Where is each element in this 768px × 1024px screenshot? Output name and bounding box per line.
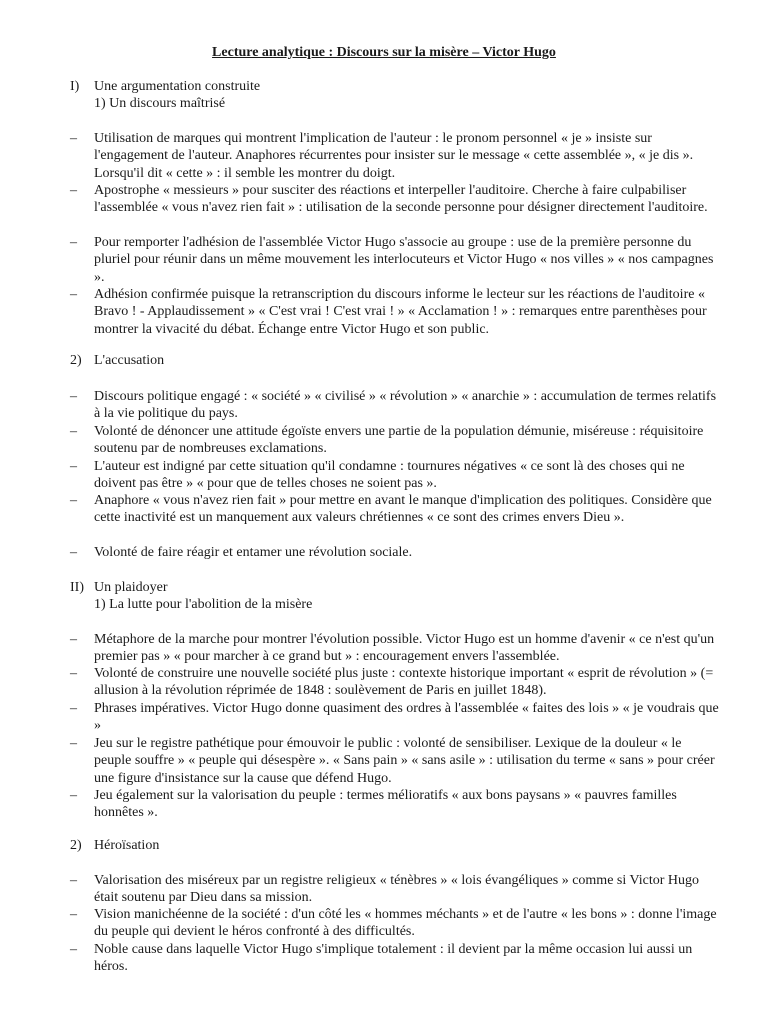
document-title: Lecture analytique : Discours sur la misère – Victor Hugo (212, 45, 556, 60)
bullet-dash: – (70, 131, 77, 146)
bullet-dash: – (70, 701, 77, 716)
list-item: Volonté de construire une nouvelle société plus juste : contexte historique important « esprit de révolution » (= allusion à la révolution réprimée de 1848 : soulèvement de Paris en juillet 1848). (94, 666, 714, 699)
list-item: Noble cause dans laquelle Victor Hugo s'implique totalement : il devient par la même occasion lui aussi un héros. (94, 942, 693, 975)
bullet-dash: – (70, 666, 77, 681)
section-heading: Un plaidoyer (94, 580, 168, 595)
bullet-dash: – (70, 907, 77, 922)
list-item: Phrases impératives. Victor Hugo donne quasiment des ordres à l'assemblée « faites des lois » « je voudrais que » (94, 701, 719, 734)
bullet-dash: – (70, 235, 77, 250)
bullet-dash: – (70, 632, 77, 647)
section-numeral: 2) (70, 838, 82, 853)
list-item: Vision manichéenne de la société : d'un côté les « hommes méchants » et de l'autre « les bons » : donne l'image du peuple qui devient le héros confronté à des difficultés. (94, 907, 717, 940)
list-item: Volonté de faire réagir et entamer une révolution sociale. (94, 545, 413, 560)
list-item: Pour remporter l'adhésion de l'assemblée Victor Hugo s'associe au groupe : use de la première personne du pluriel pour réunir dans un même mouvement les interlocuteurs et Victor Hugo « nos villes » « nos campagnes ». (94, 235, 714, 285)
list-item: Apostrophe « messieurs » pour susciter des réactions et interpeller l'auditoire. Cherche à faire culpabiliser l'assemblée « vous n'avez rien fait » : utilisation de la seconde personne pour désigner directement l'auditoire. (94, 183, 708, 216)
section-heading: Une argumentation construite (94, 79, 261, 94)
list-item: Métaphore de la marche pour montrer l'évolution possible. Victor Hugo est un homme d'avenir « ce n'est qu'un premier pas » « pour marcher à ce grand but » : encouragement envers l'assemblée. (94, 632, 715, 665)
section-heading: L'accusation (94, 353, 165, 368)
list-item: Discours politique engagé : « société » « civilisé » « révolution » « anarchie » : accumulation de termes relatifs à la vie politique du pays. (94, 389, 717, 422)
subsection-heading: 1) La lutte pour l'abolition de la misère (94, 597, 313, 612)
section-numeral: I) (70, 79, 80, 94)
list-item: L'auteur est indigné par cette situation qu'il condamne : tournures négatives « ce sont là des choses qui ne doivent pas être » « pour que de telles choses ne soient pas ». (94, 459, 685, 492)
bullet-dash: – (70, 545, 77, 560)
section-heading: Héroïsation (94, 838, 160, 853)
bullet-dash: – (70, 183, 77, 198)
list-item: Anaphore « vous n'avez rien fait » pour mettre en avant le manque d'implication des politiques. Considère que cette inactivité est un manquement aux valeurs chrétiennes « ce sont des crimes envers Dieu ». (94, 493, 712, 526)
section-numeral: II) (70, 580, 84, 595)
bullet-dash: – (70, 389, 77, 404)
bullet-dash: – (70, 493, 77, 508)
list-item: Jeu également sur la valorisation du peuple : termes mélioratifs « aux bons paysans » « pauvres familles honnêtes ». (94, 788, 677, 821)
list-item: Valorisation des miséreux par un registre religieux « ténèbres » « lois évangéliques » comme si Victor Hugo était soutenu par Dieu dans sa mission. (94, 873, 700, 906)
list-item: Adhésion confirmée puisque la retranscription du discours informe le lecteur sur les réactions de l'auditoire « Bravo ! - Applaudissement » « C'est vrai ! C'est vrai ! » « Acclamation ! » : remarques entre parenthèses pour montrer la vivacité du débat. Échange entre Victor Hugo et son public. (94, 287, 707, 337)
bullet-dash: – (70, 287, 77, 302)
section-numeral: 2) (70, 353, 82, 368)
bullet-dash: – (70, 424, 77, 439)
list-item: Utilisation de marques qui montrent l'implication de l'auteur : le pronom personnel « je » insiste sur l'engagement de l'auteur. Anaphores récurrentes pour insister sur le message « cette assemblée », « je dis ». Lorsqu'il dit « cette » : il semble les montrer du doigt. (94, 131, 694, 181)
subsection-heading: 1) Un discours maîtrisé (94, 96, 226, 111)
bullet-dash: – (70, 788, 77, 803)
list-item: Volonté de dénoncer une attitude égoïste envers une partie de la population démunie, miséreuse : réquisitoire soutenu par de nombreuses exclamations. (94, 424, 704, 457)
bullet-dash: – (70, 873, 77, 888)
bullet-dash: – (70, 459, 77, 474)
list-item: Jeu sur le registre pathétique pour émouvoir le public : volonté de sensibiliser. Lexique de la douleur « le peuple souffre » « peuple qui désespère ». « Sans pain » « sans asile » : utilisation du terme « sans » pour créer une figure d'insistance sur la cause que défend Hugo. (94, 736, 715, 786)
bullet-dash: – (70, 942, 77, 957)
bullet-dash: – (70, 736, 77, 751)
